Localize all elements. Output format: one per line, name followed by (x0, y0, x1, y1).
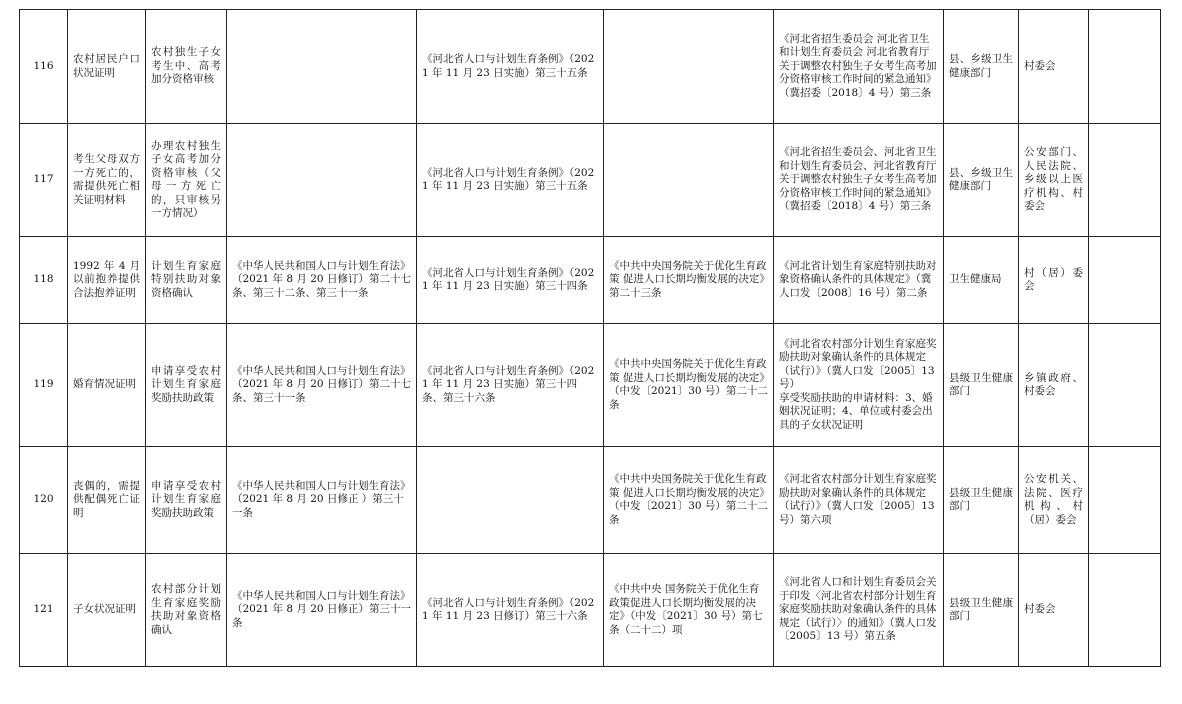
issuing-unit: 公安部门、人民法院、乡级以上医疗机构、村委会 (1019, 124, 1089, 237)
issuing-unit: 乡镇政府、村委会 (1019, 324, 1089, 447)
certificate-name: 农村居民户口状况证明 (68, 10, 146, 124)
responsible-department: 县级卫生健康部门 (944, 554, 1019, 667)
law-basis: 《中华人民共和国人口与计划生育法》（2021 年 8 月 20 日修订）第二十七条、第三十一条 (227, 324, 417, 447)
responsible-department: 县级卫生健康部门 (944, 447, 1019, 554)
row-number: 121 (20, 554, 68, 667)
certificate-name: 1992 年 4 月以前抱养提供合法抱养证明 (68, 237, 146, 324)
regulation-basis: 《河北省人口与计划生育条例》（2021 年 11 月 23 日实施）第三十五条 (417, 124, 604, 237)
responsible-department: 县、乡级卫生健康部门 (944, 10, 1019, 124)
remarks-cell (1089, 237, 1161, 324)
service-matter: 农村独生子女考生中、高考加分资格审核 (146, 10, 227, 124)
issuing-unit: 村委会 (1019, 554, 1089, 667)
policy-basis: 《中共中央 国务院关于优化生育政策促进人口长期均衡发展的决定》（中发〔2021〕30 号）第七条（二十二）项 (604, 554, 774, 667)
row-number: 117 (20, 124, 68, 237)
table-row (20, 10, 1161, 124)
remarks-cell (1089, 324, 1161, 447)
service-matter: 计划生育家庭特别扶助对象资格确认 (146, 237, 227, 324)
regulation-basis: 《河北省人口与计划生育条例》（2021 年 11 月 23 日实施）第三十四条 (417, 237, 604, 324)
regulation-basis: 《河北省人口与计划生育条例》（2021 年 11 月 23 日实施）第三十四条、第三十六条 (417, 324, 604, 447)
table-row (20, 324, 1161, 447)
service-matter: 申请享受农村计划生育家庭奖励扶助政策 (146, 324, 227, 447)
remarks-cell (1089, 554, 1161, 667)
service-matter: 申请享受农村计划生育家庭奖励扶助政策 (146, 447, 227, 554)
local-document-basis: 《河北省计划生育家庭特别扶助对象资格确认条件的具体规定》（冀人口发〔2008〕16 号）第二条 (774, 237, 944, 324)
local-document-basis: 《河北省招生委员会 河北省卫生和计划生育委员会 河北省教育厅关于调整农村独生子女考生高考加分资格审核工作时间的紧急通知》（冀招委〔2018〕4 号）第三条 (774, 10, 944, 124)
certificate-name: 考生父母双方一方死亡的，需提供死亡相关证明材料 (68, 124, 146, 237)
certificate-name: 婚育情况证明 (68, 324, 146, 447)
table-row (20, 237, 1161, 324)
remarks-cell (1089, 10, 1161, 124)
regulation-basis: 《河北省人口与计划生育条例》（2021 年 11 月 23 日实施）第三十五条 (417, 10, 604, 124)
certificate-name: 丧偶的，需提供配偶死亡证明 (68, 447, 146, 554)
row-number: 120 (20, 447, 68, 554)
local-document-basis: 《河北省招生委员会、河北省卫生和计划生育委员会、河北省教育厅关于调整农村独生子女考生高考加分资格审核工作时间的紧急通知》（冀招委〔2018〕4 号）第三条 (774, 124, 944, 237)
responsible-department: 县、乡级卫生健康部门 (944, 124, 1019, 237)
law-basis: 《中华人民共和国人口与计划生育法》（2021 年 8 月 20 日修正）第三十一条 (227, 554, 417, 667)
local-document-basis: 《河北省农村部分计划生育家庭奖励扶助对象确认条件的具体规定（试行）》（冀人口发〔2005〕13 号） 享受奖励扶助的申请材料：3、婚姻状况证明；4、单位或村委会出具的子女状况证明 (774, 324, 944, 447)
row-number: 118 (20, 237, 68, 324)
regulation-basis: 《河北省人口与计划生育条例》（2021 年 11 月 23 日修订）第三十六条 (417, 554, 604, 667)
table-row (20, 447, 1161, 554)
responsible-department: 卫生健康局 (944, 237, 1019, 324)
service-matter: 农村部分计划生育家庭奖励扶助对象资格确认 (146, 554, 227, 667)
row-number: 116 (20, 10, 68, 124)
policy-basis: 《中共中央国务院关于优化生育政策 促进人口长期均衡发展的决定》（中发〔2021〕30 号）第二十二条 (604, 447, 774, 554)
law-basis (227, 124, 417, 237)
law-basis (227, 10, 417, 124)
law-basis: 《中华人民共和国人口与计划生育法》（2021 年 8 月 20 日修订）第二十七条、第三十二条、第三十一条 (227, 237, 417, 324)
law-basis: 《中华人民共和国人口与计划生育法》（2021 年 8 月 20 日修正 ）第三十一条 (227, 447, 417, 554)
issuing-unit: 村委会 (1019, 10, 1089, 124)
table-row (20, 124, 1161, 237)
certificate-name: 子女状况证明 (68, 554, 146, 667)
policy-basis: 《中共中央国务院关于优化生育政策 促进人口长期均衡发展的决定》（中发〔2021〕30 号）第二十二条 (604, 324, 774, 447)
issuing-unit: 村（居）委会 (1019, 237, 1089, 324)
policy-basis (604, 10, 774, 124)
remarks-cell (1089, 124, 1161, 237)
row-number: 119 (20, 324, 68, 447)
document-page (19, 9, 1161, 667)
policy-basis (604, 124, 774, 237)
table-row (20, 554, 1161, 667)
remarks-cell (1089, 447, 1161, 554)
local-document-basis: 《河北省人口和计划生育委员会关于印发〈河北省农村部分计划生育家庭奖励扶助对象确认条件的具体规定（试行）〉的通知》（冀人口发〔2005〕13 号）第五条 (774, 554, 944, 667)
service-matter: 办理农村独生子女高考加分资格审核（父母一方死亡的，只审核另一方情况） (146, 124, 227, 237)
certificate-table (19, 9, 1161, 667)
regulation-basis (417, 447, 604, 554)
responsible-department: 县级卫生健康部门 (944, 324, 1019, 447)
local-document-basis: 《河北省农村部分计划生育家庭奖励扶助对象确认条件的具体规定（试行）》（冀人口发〔2005〕13 号）第六项 (774, 447, 944, 554)
issuing-unit: 公安机关、法院、医疗机构、村（居）委会 (1019, 447, 1089, 554)
policy-basis: 《中共中央国务院关于优化生育政策 促进人口长期均衡发展的决定》第二十三条 (604, 237, 774, 324)
